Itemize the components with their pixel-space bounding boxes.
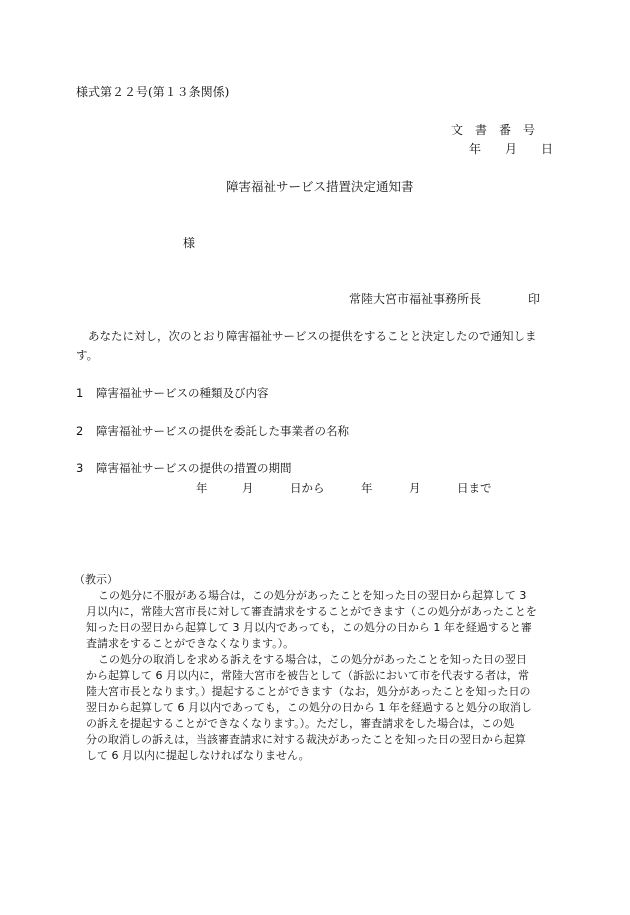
notice-line: この処分の取消しを求める訴えをする場合は，この処分があったことを知った日の翌日 bbox=[98, 653, 527, 666]
intro-line-2: す。 bbox=[76, 348, 99, 362]
seal-mark: 印 bbox=[528, 292, 541, 306]
document-title: 障害福祉サービス措置決定通知書 bbox=[226, 179, 414, 194]
notice-line: 知った日の翌日から起算して 3 月以内であっても，この処分の日から 1 年を経過すると審 bbox=[86, 621, 532, 634]
recipient-suffix: 様 bbox=[183, 236, 196, 250]
issuer-name: 常陸大宮市福祉事務所長 bbox=[349, 292, 482, 306]
date-line: 年 月 日 bbox=[469, 142, 554, 156]
notice-line: の訴えを提起することができなくなります。）。ただし，審査請求をした場合は，この処 bbox=[86, 717, 515, 730]
period-start-day: 日から bbox=[290, 481, 325, 495]
notice-heading: （教示） bbox=[74, 573, 118, 586]
notice-line: 査請求をすることができなくなります。）。 bbox=[86, 637, 295, 650]
notice-line: 月以内に，常陸大宮市長に対して審査請求をすることができます（この処分があったことを bbox=[86, 605, 537, 618]
notice-line: この処分に不服がある場合は，この処分があったことを知った日の翌日から起算して 3 bbox=[98, 589, 527, 602]
period-start-month: 月 bbox=[242, 481, 254, 495]
item-number: 1 bbox=[76, 386, 84, 400]
period-end-year: 年 bbox=[361, 481, 373, 495]
notice-line: 陸大宮市長となります。）提起することができます（なお，処分があったことを知った日の bbox=[86, 685, 531, 698]
notice-line: 分の取消しの訴えは，当該審査請求に対する裁決があったことを知った日の翌日から起算 bbox=[86, 733, 526, 746]
notice-line: 翌日から起算して 6 月以内であっても，この処分の日から 1 年を経過すると処分の取消し bbox=[86, 701, 532, 714]
recipient-name-blank bbox=[76, 236, 176, 250]
item-label: 障害福祉サービスの提供の措置の期間 bbox=[96, 461, 292, 475]
document-number-label: 文 書 番 号 bbox=[451, 123, 536, 137]
form-label: 様式第２２号(第１３条関係) bbox=[76, 85, 230, 99]
item-number: 3 bbox=[76, 461, 84, 475]
item-label: 障害福祉サービスの種類及び内容 bbox=[96, 386, 269, 400]
intro-line-1: あなたに対し，次のとおり障害福祉サービスの提供をすることと決定したので通知しま bbox=[88, 329, 537, 343]
item-label: 障害福祉サービスの提供を委託した事業者の名称 bbox=[96, 424, 349, 438]
period-start-year: 年 bbox=[196, 481, 208, 495]
notice-line: から起算して 6 月以内に，常陸大宮市を被告として（訴訟において市を代表する者は，常 bbox=[86, 669, 529, 682]
period-end-month: 月 bbox=[409, 481, 421, 495]
notice-line: して 6 月以内に提起しなければなりません。 bbox=[86, 749, 310, 762]
item-number: 2 bbox=[76, 424, 84, 438]
period-end-day: 日まで bbox=[457, 481, 492, 495]
